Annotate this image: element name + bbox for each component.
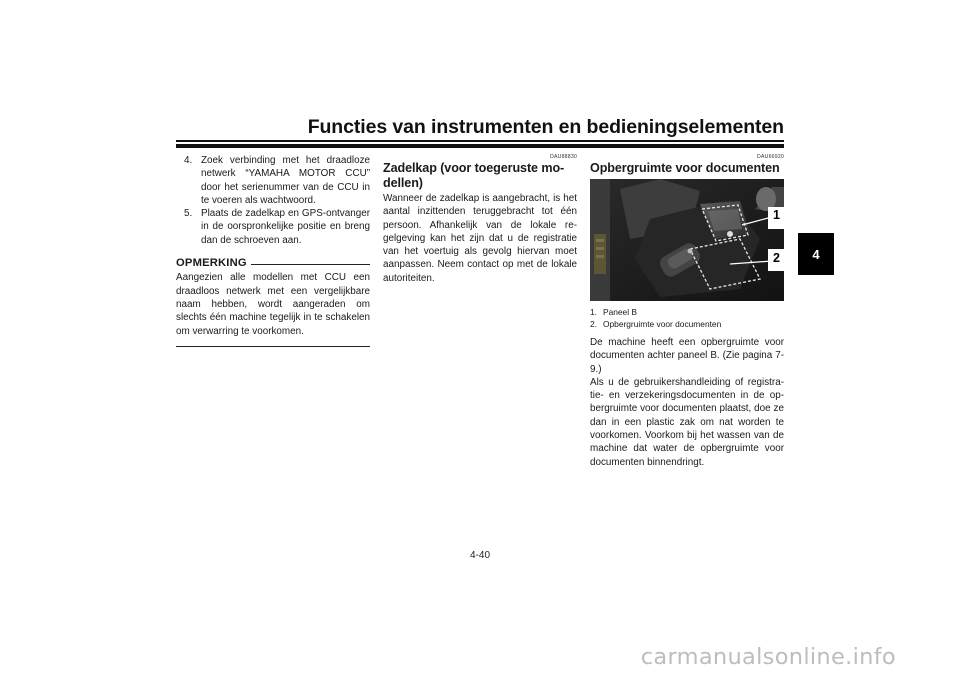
- document-storage-photo: [590, 179, 784, 301]
- list-item: [176, 207, 370, 247]
- list-item: [590, 306, 784, 318]
- section-code: DAU88830: [550, 154, 577, 160]
- note-heading-rule: [251, 264, 370, 265]
- chapter-tab: 4: [798, 233, 834, 275]
- column-1: [176, 154, 370, 347]
- header-rule-thick: [176, 144, 784, 148]
- note-end-rule: [176, 346, 370, 347]
- section-code: DAU66920: [757, 154, 784, 160]
- steps-list: [176, 154, 370, 247]
- note-title: OPMERKING: [176, 257, 247, 270]
- figure-captions: [590, 306, 784, 330]
- note-heading: [176, 257, 370, 270]
- caption-text: Paneel B: [603, 307, 637, 317]
- note-text: Aangezien alle modellen met CCU een draadloos netwerk met een vergelijkbare naam hebben, wordt aangeraden om slechts één machine tegelijk in te schakelen om verwarring te voorkomen.: [176, 272, 370, 337]
- step-text: Zoek verbinding met het draadloze netwerk “YAMAHA MOTOR CCU” door het serienummer van de CCU in te voeren als wachtwoord.: [201, 155, 370, 206]
- page-header-title: Functies van instrumenten en bedieningselementen: [307, 116, 784, 138]
- section-heading: Zadelkap (voor toegeruste mo-dellen): [383, 161, 565, 190]
- caption-text: Opbergruimte voor documenten: [603, 319, 722, 329]
- page-number: 4-40: [469, 550, 490, 561]
- caption-number: 1.: [590, 307, 597, 317]
- step-number: 5.: [184, 208, 193, 220]
- watermark: carmanualsonline.info: [640, 644, 896, 670]
- caption-number: 2.: [590, 319, 597, 329]
- section-body: Wanneer de zadelkap is aangebracht, is het aantal inzittenden teruggebracht tot één persoon. Afhankelijk van de lokale re-gelgeving kan het zijn dat u de registratie van het voertuig als gevolg hiervan moet aanpassen. Neem contact op met de lokale autoriteiten.: [383, 193, 577, 284]
- section-heading: Opbergruimte voor documenten: [590, 161, 780, 175]
- section-paragraph: De machine heeft een opbergruimte voor documenten achter paneel B. (Zie pagina 7-9.): [590, 337, 784, 375]
- callout-2: 2: [773, 251, 780, 265]
- header-rule-thin: [176, 140, 784, 142]
- section-paragraph: Als u de gebruikershandleiding of registra-tie- en verzekeringsdocumenten in de op-bergruimte voor documenten plaatst, doe ze dan in een plastic zak om nat worden te voorkomen. Voorkom bij het wassen van de machine dat water de opbergruimte voor documenten binnendringt.: [590, 376, 784, 468]
- step-number: 4.: [184, 155, 193, 166]
- step-text: Plaats de zadelkap en GPS-ontvanger in de oorspronkelijke positie en breng dan de schroeven aan.: [201, 208, 370, 246]
- motorcycle-photo-illustration: [590, 179, 784, 301]
- list-item: [590, 318, 784, 330]
- column-2: [383, 154, 577, 285]
- callout-1: 1: [773, 208, 780, 222]
- list-item: [176, 154, 370, 207]
- column-3: [590, 154, 784, 469]
